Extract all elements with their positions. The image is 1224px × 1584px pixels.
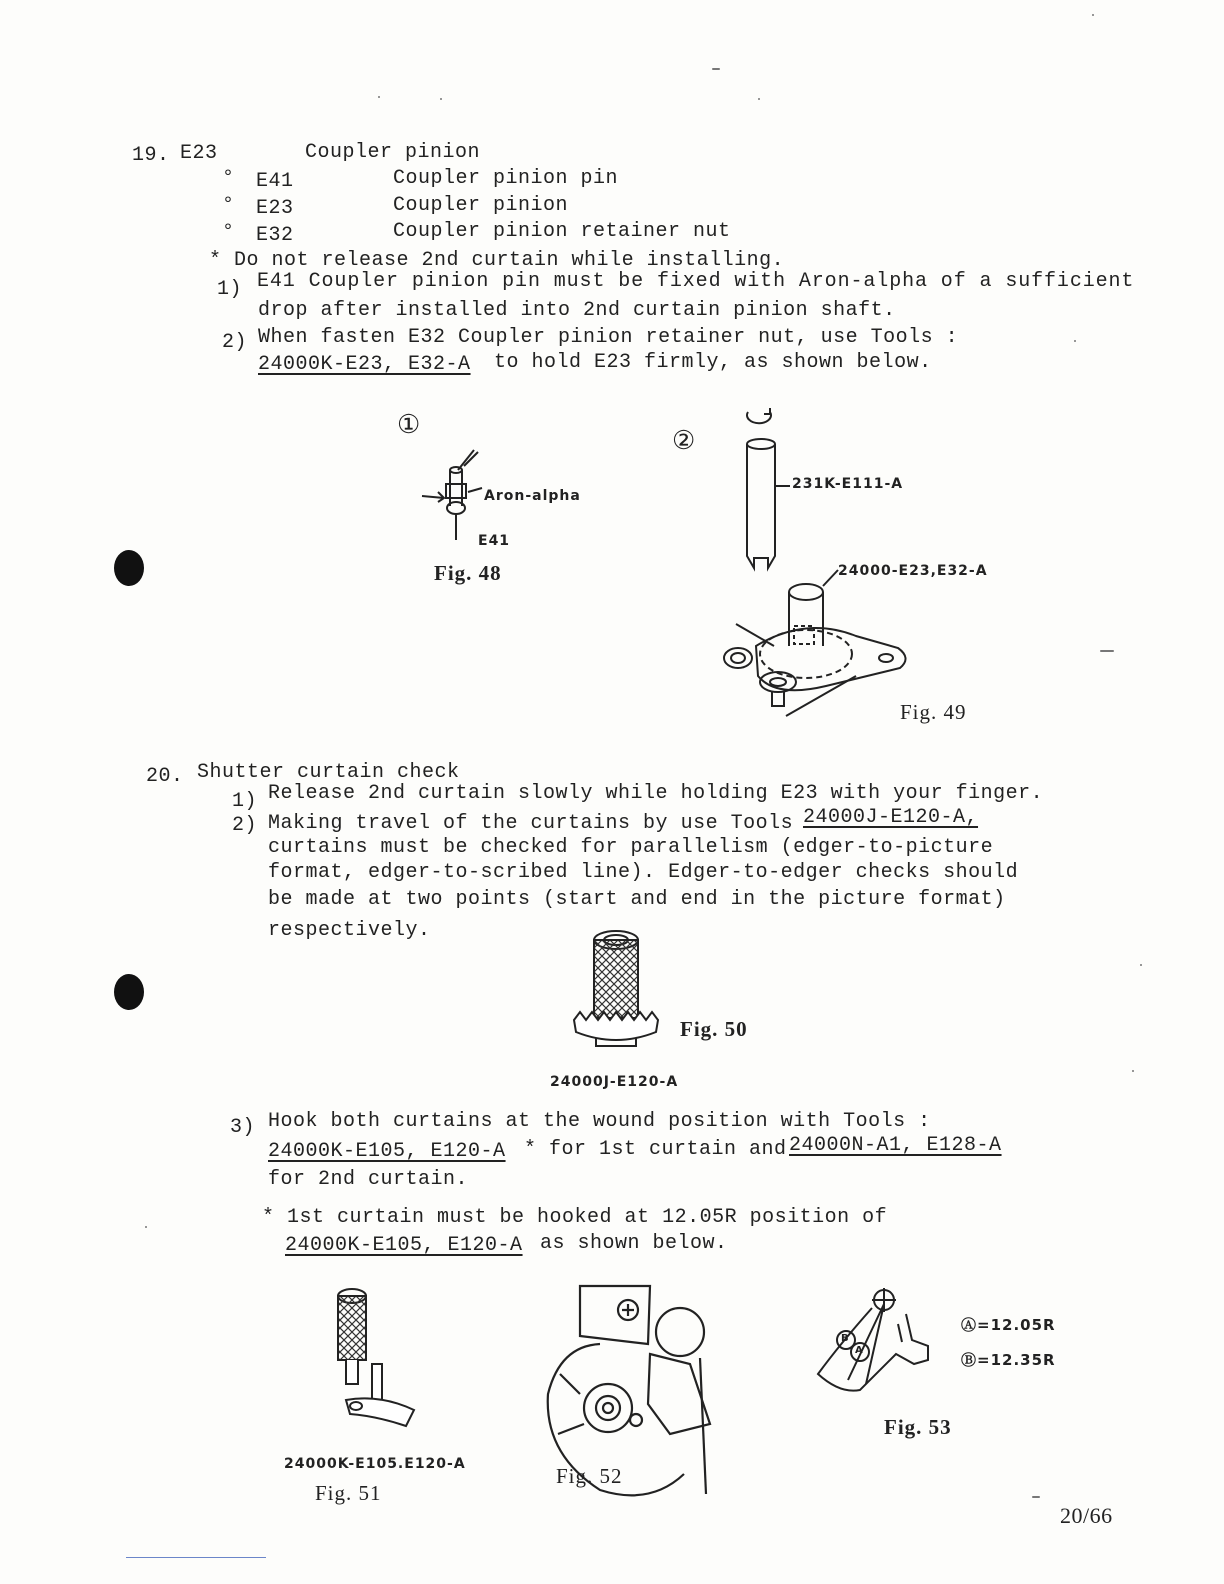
part-bullet: ° [222, 167, 235, 190]
step-20-2-number: 2) [232, 814, 258, 837]
fig48-caption: Fig. 48 [434, 561, 502, 585]
circled-number-1: ① [397, 411, 421, 441]
fig48-label-aron-alpha: Aron-alpha [484, 488, 581, 504]
section-19-title: Coupler pinion [305, 141, 481, 164]
section-20-number: 20. [146, 765, 184, 788]
step-19-2-number: 2) [222, 331, 248, 354]
step-20-3-number: 3) [230, 1116, 256, 1139]
step-20-1-number: 1) [232, 790, 258, 813]
fig51-caption: Fig. 51 [315, 1481, 382, 1505]
speck [1032, 1496, 1040, 1498]
step-20-3-line1: Hook both curtains at the wound position with Tools : [268, 1110, 931, 1133]
part-bullet: ° [222, 194, 235, 217]
tool-reference: 24000K-E105, E120-A [285, 1234, 523, 1257]
fig53-mark-b: B [841, 1333, 850, 1344]
part-name: Coupler pinion retainer nut [393, 220, 731, 243]
fig48-label-e41: E41 [478, 533, 511, 549]
step-20-3-note-rest: as shown below. [540, 1232, 728, 1255]
step-20-2-line4: be made at two points (start and end in the picture format) [268, 888, 1006, 911]
speck [712, 68, 720, 70]
speck [1074, 340, 1076, 342]
fig53-legend-b: Ⓑ=12.35R [961, 1351, 1056, 1369]
part-code: E23 [256, 197, 294, 220]
fig53-mark-a: A [855, 1345, 864, 1356]
rotation-arrow-icon [740, 406, 780, 430]
step-19-1-line2: drop after installed into 2nd curtain pinion shaft. [258, 299, 896, 322]
step-20-1-text: Release 2nd curtain slowly while holding E23 with your finger. [268, 782, 1044, 805]
part-code: E41 [256, 170, 294, 193]
binder-hole-bottom [114, 974, 144, 1010]
step-20-3-mid: * for 1st curtain and [524, 1138, 787, 1161]
part-name: Coupler pinion [393, 194, 569, 217]
tool-reference: 24000K-E105, E120-A [268, 1140, 506, 1163]
tool-reference: 24000N-A1, E128-A [789, 1134, 1002, 1157]
circled-number-2: ② [672, 427, 696, 457]
step-19-2-line1: When fasten E32 Coupler pinion retainer nut, use Tools : [258, 326, 959, 349]
fig53-legend-a: Ⓐ=12.05R [961, 1316, 1056, 1334]
install-note: * Do not release 2nd curtain while installing. [209, 249, 785, 272]
fig49-caption: Fig. 49 [900, 700, 967, 724]
speck [440, 98, 442, 100]
fig53-lever-drawing [810, 1284, 950, 1404]
step-19-2-rest: to hold E23 firmly, as shown below. [494, 351, 932, 374]
part-code: E32 [256, 224, 294, 247]
tool-reference: 24000K-E23, E32-A [258, 353, 471, 376]
tool-reference: 24000J-E120-A, [803, 806, 979, 829]
step-19-1-number: 1) [217, 278, 243, 301]
speck [145, 1226, 147, 1228]
step-20-3-line3: for 2nd curtain. [268, 1168, 469, 1191]
speck [378, 96, 380, 98]
page-number: 20/66 [1060, 1503, 1113, 1528]
fig50-caption: Fig. 50 [680, 1017, 748, 1041]
section-20-title: Shutter curtain check [197, 761, 460, 784]
step-20-2-line1: Making travel of the curtains by use Tools [268, 812, 794, 835]
speck [1092, 14, 1094, 16]
step-20-2-line2: curtains must be checked for parallelism (edger-to-picture [268, 836, 994, 859]
fig53-caption: Fig. 53 [884, 1415, 952, 1439]
fig50-label-tool: 24000J-E120-A [550, 1074, 679, 1090]
section-19-code: E23 [180, 142, 218, 165]
fig49-label-24000: 24000-E23,E32-A [838, 563, 988, 579]
step-20-2-line3: format, edger-to-scribed line). Edger-to-edger checks should [268, 861, 1019, 884]
scan-edge-line [126, 1557, 266, 1558]
step-20-2-line5: respectively. [268, 919, 431, 942]
step-20-3-note: * 1st curtain must be hooked at 12.05R position of [262, 1206, 888, 1229]
speck [758, 98, 760, 100]
speck [1132, 1070, 1134, 1072]
part-bullet: ° [222, 221, 235, 244]
step-19-1-line1: E41 Coupler pinion pin must be fixed with Aron-alpha of a sufficient [257, 270, 1135, 293]
speck [1140, 964, 1142, 966]
fig52-caption: Fig. 52 [556, 1464, 623, 1488]
fig49-label-231k: 231K-E111-A [792, 476, 904, 492]
part-name: Coupler pinion pin [393, 167, 619, 190]
section-19-number: 19. [132, 144, 170, 167]
fig51-label-tool: 24000K-E105.E120-A [284, 1456, 466, 1472]
speck [1100, 650, 1114, 652]
binder-hole-top [114, 550, 144, 586]
fig51-tool-drawing [320, 1284, 420, 1444]
fig50-knurled-tool-drawing [566, 928, 666, 1052]
